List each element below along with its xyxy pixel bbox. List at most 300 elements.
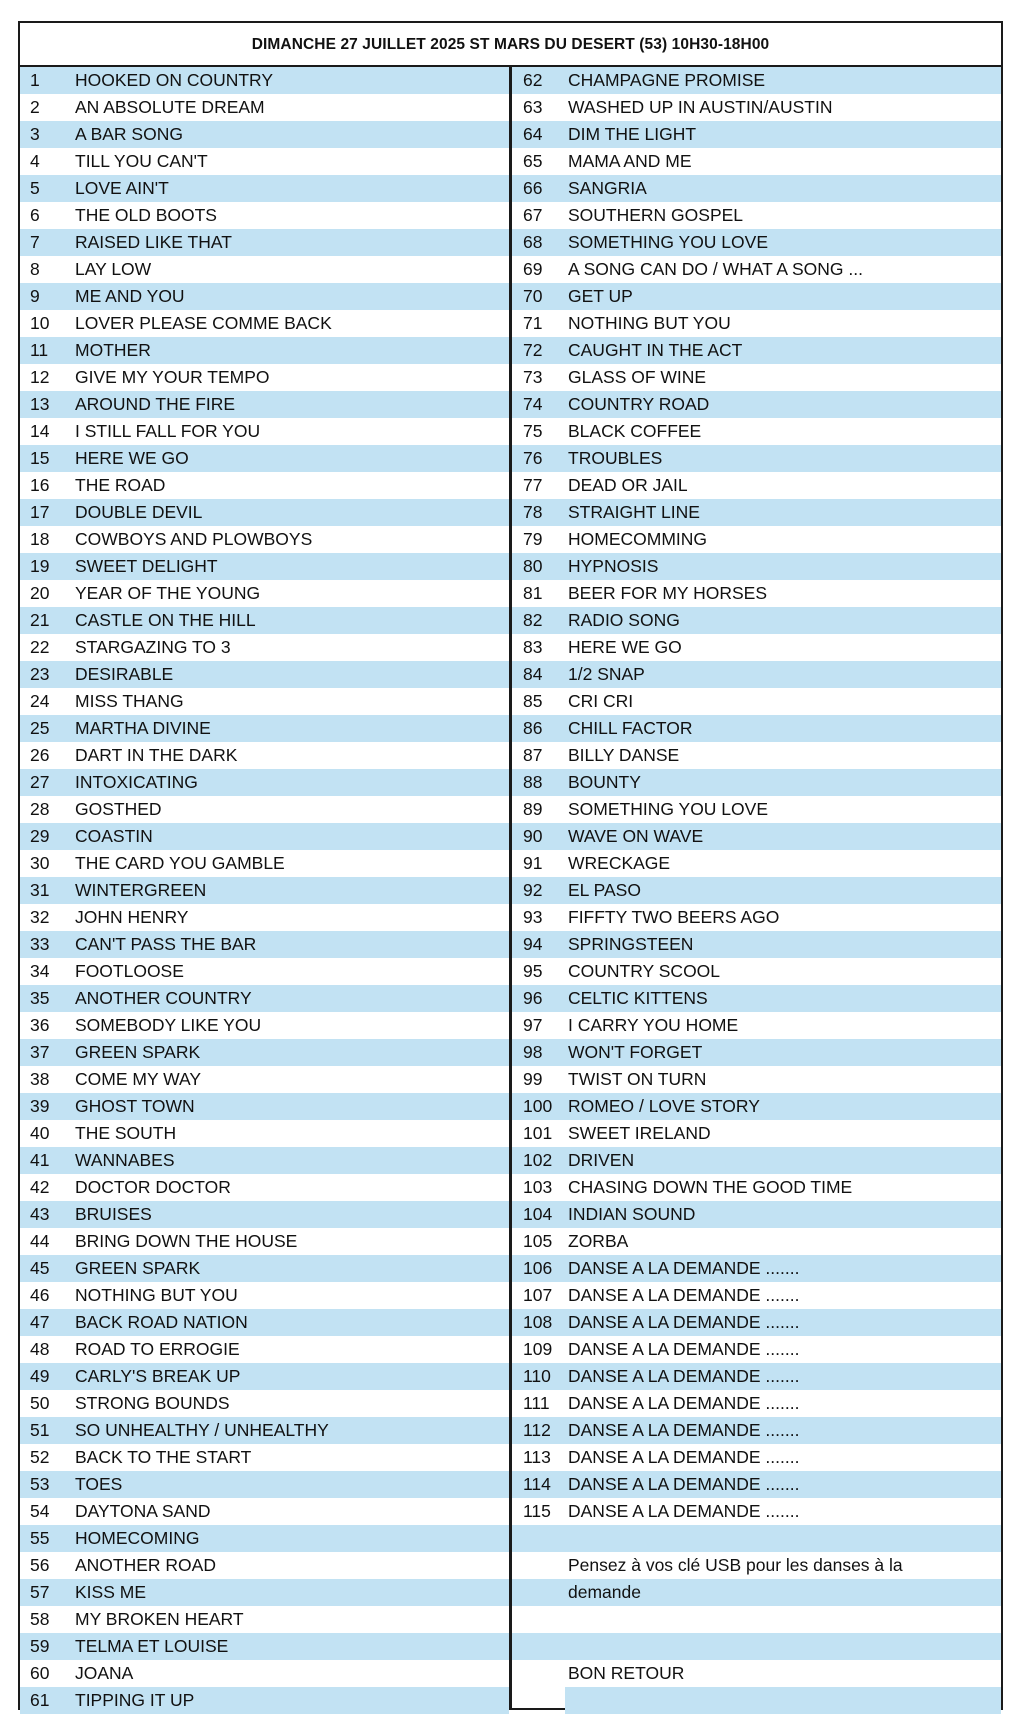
dance-row [20, 526, 509, 553]
dance-number: 16 [30, 475, 50, 495]
dance-title: DANSE A LA DEMANDE ....... [568, 1501, 800, 1521]
dance-title: LAY LOW [75, 259, 152, 279]
dance-number: 87 [523, 745, 543, 765]
dance-number: 109 [523, 1339, 553, 1359]
dance-number: 101 [523, 1123, 553, 1143]
dance-row [512, 1498, 1001, 1525]
dance-title: WRECKAGE [568, 853, 671, 873]
dance-row [512, 823, 1001, 850]
dance-row [20, 1255, 509, 1282]
dance-row [20, 1390, 509, 1417]
dance-title: WON'T FORGET [568, 1042, 703, 1062]
dance-row [512, 283, 1001, 310]
dance-title: ZORBA [568, 1231, 629, 1251]
dance-number: 40 [30, 1123, 50, 1143]
dance-title: STRAIGHT LINE [568, 502, 700, 522]
dance-number: 5 [30, 178, 40, 198]
dance-row [20, 877, 509, 904]
dance-row [20, 1093, 509, 1120]
dance-row [512, 1282, 1001, 1309]
dance-title: SANGRIA [568, 178, 647, 198]
dance-number: 73 [523, 367, 543, 387]
dance-row [512, 175, 1001, 202]
dance-row [512, 499, 1001, 526]
dance-title: TILL YOU CAN'T [75, 151, 208, 171]
dance-row [20, 1633, 509, 1660]
dance-title: DANSE A LA DEMANDE ....... [568, 1474, 800, 1494]
dance-row [512, 931, 1001, 958]
dance-row [20, 1606, 509, 1633]
dance-number: 103 [523, 1177, 553, 1197]
dance-number: 108 [523, 1312, 553, 1332]
dance-number: 72 [523, 340, 543, 360]
dance-number: 68 [523, 232, 543, 252]
dance-number: 70 [523, 286, 543, 306]
dance-row [20, 67, 509, 94]
dance-number: 100 [523, 1096, 553, 1116]
dance-row [512, 1174, 1001, 1201]
dance-number: 71 [523, 313, 543, 333]
dance-title: STARGAZING TO 3 [75, 637, 231, 657]
dance-title: GREEN SPARK [75, 1258, 201, 1278]
dance-row [512, 391, 1001, 418]
dance-row [512, 526, 1001, 553]
dance-row [512, 1066, 1001, 1093]
dance-number: 3 [30, 124, 40, 144]
dance-title: DOUBLE DEVIL [75, 502, 203, 522]
dance-number: 10 [30, 313, 50, 333]
empty-row [512, 1525, 1001, 1552]
dance-row [20, 1201, 509, 1228]
dance-number: 21 [30, 610, 50, 630]
dance-title: GHOST TOWN [75, 1096, 195, 1116]
dance-title: SWEET DELIGHT [75, 556, 218, 576]
dance-title: DANSE A LA DEMANDE ....... [568, 1447, 800, 1467]
dance-row [512, 364, 1001, 391]
dance-number: 98 [523, 1042, 543, 1062]
dance-row [20, 553, 509, 580]
dance-title: GREEN SPARK [75, 1042, 201, 1062]
dance-number: 26 [30, 745, 50, 765]
dance-number: 45 [30, 1258, 50, 1278]
dance-title: SOMETHING YOU LOVE [568, 232, 768, 252]
dance-title: STRONG BOUNDS [75, 1393, 230, 1413]
dance-title: RAISED LIKE THAT [75, 232, 232, 252]
dance-row [20, 1579, 509, 1606]
dance-number: 50 [30, 1393, 50, 1413]
dance-row [20, 445, 509, 472]
dance-number: 99 [523, 1069, 543, 1089]
dance-row [512, 1147, 1001, 1174]
dance-title: HOMECOMMING [568, 529, 708, 549]
dance-title: HYPNOSIS [568, 556, 659, 576]
dance-title: SWEET IRELAND [568, 1123, 711, 1143]
dance-row [20, 1444, 509, 1471]
dance-title: KISS ME [75, 1582, 146, 1602]
dance-title: COWBOYS AND PLOWBOYS [75, 529, 313, 549]
dance-row [512, 229, 1001, 256]
dance-number: 12 [30, 367, 50, 387]
dance-number: 30 [30, 853, 50, 873]
dance-row [512, 310, 1001, 337]
dance-row [20, 391, 509, 418]
dance-row [512, 418, 1001, 445]
dance-title: SO UNHEALTHY / UNHEALTHY [75, 1420, 329, 1440]
dance-title: TROUBLES [568, 448, 663, 468]
dance-title: DANSE A LA DEMANDE ....... [568, 1420, 800, 1440]
dance-number: 37 [30, 1042, 50, 1062]
dance-title: TELMA ET LOUISE [75, 1636, 229, 1656]
dance-number: 33 [30, 934, 50, 954]
usb-note-row [512, 1579, 1001, 1606]
dance-title: GLASS OF WINE [568, 367, 707, 387]
dance-row [512, 958, 1001, 985]
dance-number: 4 [30, 151, 40, 171]
dance-title: DANSE A LA DEMANDE ....... [568, 1339, 800, 1359]
dance-title: NOTHING BUT YOU [568, 313, 731, 333]
dance-title: NOTHING BUT YOU [75, 1285, 238, 1305]
dance-number: 47 [30, 1312, 50, 1332]
dance-number: 1 [30, 70, 40, 90]
dance-number: 66 [523, 178, 543, 198]
dance-row [512, 148, 1001, 175]
dance-row [20, 607, 509, 634]
dance-row [20, 634, 509, 661]
dance-title: CHAMPAGNE PROMISE [568, 70, 766, 90]
dance-row [20, 715, 509, 742]
dance-title: MISS THANG [75, 691, 184, 711]
dance-row [512, 256, 1001, 283]
dance-number: 35 [30, 988, 50, 1008]
dance-row [20, 364, 509, 391]
dance-row [512, 985, 1001, 1012]
dance-number: 76 [523, 448, 543, 468]
dance-number: 2 [30, 97, 40, 117]
dance-number: 56 [30, 1555, 50, 1575]
dance-row [512, 472, 1001, 499]
dance-row [20, 337, 509, 364]
dance-title: I CARRY YOU HOME [568, 1015, 739, 1035]
dance-row [20, 229, 509, 256]
dance-title: AN ABSOLUTE DREAM [75, 97, 265, 117]
dance-row [20, 850, 509, 877]
dance-title: DANSE A LA DEMANDE ....... [568, 1285, 800, 1305]
right-column [512, 67, 1001, 1708]
dance-list-sheet [18, 21, 1003, 1710]
dance-title: DEAD OR JAIL [568, 475, 688, 495]
dance-title: I STILL FALL FOR YOU [75, 421, 261, 441]
dance-number: 115 [523, 1501, 551, 1521]
dance-row [512, 67, 1001, 94]
dance-number: 54 [30, 1501, 50, 1521]
dance-row [20, 823, 509, 850]
shaded-cell [565, 1687, 1001, 1714]
dance-title: BACK TO THE START [75, 1447, 252, 1467]
dance-number: 96 [523, 988, 543, 1008]
dance-title: DOCTOR DOCTOR [75, 1177, 231, 1197]
dance-number: 110 [523, 1366, 551, 1386]
dance-row [512, 1093, 1001, 1120]
dance-title: DART IN THE DARK [75, 745, 238, 765]
dance-row [20, 769, 509, 796]
dance-number: 19 [30, 556, 50, 576]
dance-number: 113 [523, 1447, 551, 1467]
last-row [512, 1687, 1001, 1714]
dance-number: 57 [30, 1582, 50, 1602]
dance-row [20, 688, 509, 715]
dance-row [20, 499, 509, 526]
dance-title: SOMETHING YOU LOVE [568, 799, 768, 819]
dance-row [512, 337, 1001, 364]
dance-number: 25 [30, 718, 50, 738]
dance-number: 90 [523, 826, 543, 846]
dance-title: JOHN HENRY [75, 907, 189, 927]
dance-row [512, 580, 1001, 607]
dance-title: CAUGHT IN THE ACT [568, 340, 743, 360]
dance-number: 88 [523, 772, 543, 792]
dance-title: TWIST ON TURN [568, 1069, 707, 1089]
dance-title: JOANA [75, 1663, 134, 1683]
dance-number: 81 [523, 583, 543, 603]
dance-number: 67 [523, 205, 543, 225]
dance-title: BRING DOWN THE HOUSE [75, 1231, 298, 1251]
dance-row [512, 94, 1001, 121]
page-title: DIMANCHE 27 JUILLET 2025 ST MARS DU DESERT (53) 10H30-18H00 [20, 23, 1001, 67]
dance-title: COUNTRY SCOOL [568, 961, 721, 981]
dance-row [20, 1309, 509, 1336]
dance-columns [20, 67, 1001, 1708]
farewell-text: BON RETOUR [568, 1663, 685, 1683]
dance-number: 51 [30, 1420, 50, 1440]
dance-title: WANNABES [75, 1150, 175, 1170]
dance-number: 24 [30, 691, 50, 711]
dance-number: 85 [523, 691, 543, 711]
dance-number: 14 [30, 421, 50, 441]
dance-title: INDIAN SOUND [568, 1204, 696, 1224]
dance-row [20, 661, 509, 688]
dance-row [20, 985, 509, 1012]
dance-row [512, 1471, 1001, 1498]
dance-title: DAYTONA SAND [75, 1501, 211, 1521]
dance-title: BLACK COFFEE [568, 421, 702, 441]
dance-title: INTOXICATING [75, 772, 198, 792]
dance-row [512, 661, 1001, 688]
empty-row [512, 1633, 1001, 1660]
dance-number: 44 [30, 1231, 50, 1251]
dance-number: 18 [30, 529, 50, 549]
dance-title: HOOKED ON COUNTRY [75, 70, 274, 90]
dance-title: THE ROAD [75, 475, 166, 495]
dance-title: FOOTLOOSE [75, 961, 184, 981]
dance-row [512, 1336, 1001, 1363]
dance-number: 22 [30, 637, 50, 657]
dance-row [20, 1525, 509, 1552]
dance-number: 31 [30, 880, 50, 900]
dance-number: 48 [30, 1339, 50, 1359]
dance-number: 41 [30, 1150, 50, 1170]
dance-title: THE CARD YOU GAMBLE [75, 853, 285, 873]
dance-row [20, 796, 509, 823]
dance-row [20, 202, 509, 229]
dance-title: RADIO SONG [568, 610, 680, 630]
dance-title: CHILL FACTOR [568, 718, 693, 738]
dance-number: 107 [523, 1285, 553, 1305]
dance-row [512, 1012, 1001, 1039]
dance-number: 20 [30, 583, 50, 603]
dance-row [20, 175, 509, 202]
dance-number: 34 [30, 961, 50, 981]
dance-row [20, 958, 509, 985]
dance-row [20, 1660, 509, 1687]
dance-title: CRI CRI [568, 691, 634, 711]
dance-row [20, 283, 509, 310]
dance-title: BRUISES [75, 1204, 152, 1224]
dance-number: 89 [523, 799, 543, 819]
dance-number: 82 [523, 610, 543, 630]
dance-title: GOSTHED [75, 799, 162, 819]
dance-row [20, 1120, 509, 1147]
dance-title: YEAR OF THE YOUNG [75, 583, 261, 603]
dance-row [512, 1417, 1001, 1444]
dance-number: 13 [30, 394, 50, 414]
dance-row [512, 634, 1001, 661]
dance-title: LOVE AIN'T [75, 178, 169, 198]
dance-number: 64 [523, 124, 543, 144]
dance-title: A BAR SONG [75, 124, 183, 144]
dance-title: MY BROKEN HEART [75, 1609, 244, 1629]
dance-row [512, 1390, 1001, 1417]
dance-number: 63 [523, 97, 543, 117]
dance-number: 60 [30, 1663, 50, 1683]
dance-row [512, 202, 1001, 229]
dance-row [512, 1255, 1001, 1282]
dance-title: MARTHA DIVINE [75, 718, 211, 738]
usb-note-row [512, 1552, 1001, 1579]
dance-number: 46 [30, 1285, 50, 1305]
dance-row [20, 418, 509, 445]
dance-row [20, 256, 509, 283]
dance-title: HERE WE GO [75, 448, 189, 468]
dance-row [512, 445, 1001, 472]
dance-number: 111 [523, 1393, 550, 1413]
dance-number: 43 [30, 1204, 50, 1224]
dance-title: DANSE A LA DEMANDE ....... [568, 1312, 800, 1332]
dance-title: THE OLD BOOTS [75, 205, 217, 225]
dance-row [20, 1066, 509, 1093]
dance-row [512, 742, 1001, 769]
dance-row [20, 1471, 509, 1498]
dance-number: 49 [30, 1366, 50, 1386]
usb-note-line-1: Pensez à vos clé USB pour les danses à la [568, 1555, 903, 1575]
empty-row [512, 1606, 1001, 1633]
dance-row [512, 796, 1001, 823]
dance-number: 86 [523, 718, 543, 738]
dance-title: 1/2 SNAP [568, 664, 645, 684]
dance-number: 94 [523, 934, 543, 954]
dance-row [512, 877, 1001, 904]
dance-row [20, 742, 509, 769]
dance-title: WASHED UP IN AUSTIN/AUSTIN [568, 97, 833, 117]
dance-title: ROMEO / LOVE STORY [568, 1096, 760, 1116]
dance-title: CAN'T PASS THE BAR [75, 934, 257, 954]
dance-title: GET UP [568, 286, 633, 306]
dance-number: 7 [30, 232, 40, 252]
dance-number: 83 [523, 637, 543, 657]
dance-title: CHASING DOWN THE GOOD TIME [568, 1177, 853, 1197]
dance-row [20, 1147, 509, 1174]
dance-title: TOES [75, 1474, 123, 1494]
dance-number: 65 [523, 151, 543, 171]
dance-title: THE SOUTH [75, 1123, 177, 1143]
dance-row [512, 553, 1001, 580]
dance-title: ROAD TO ERROGIE [75, 1339, 240, 1359]
dance-number: 27 [30, 772, 50, 792]
dance-row [20, 1498, 509, 1525]
dance-row [512, 904, 1001, 931]
dance-number: 105 [523, 1231, 553, 1251]
dance-title: WINTERGREEN [75, 880, 207, 900]
dance-title: SOUTHERN GOSPEL [568, 205, 744, 225]
dance-number: 11 [30, 340, 49, 360]
dance-title: HERE WE GO [568, 637, 682, 657]
dance-number: 53 [30, 1474, 50, 1494]
dance-number: 84 [523, 664, 543, 684]
dance-row [512, 1201, 1001, 1228]
dance-number: 29 [30, 826, 50, 846]
dance-number: 32 [30, 907, 50, 927]
dance-number: 69 [523, 259, 543, 279]
dance-row [20, 1228, 509, 1255]
dance-row [512, 769, 1001, 796]
dance-number: 93 [523, 907, 543, 927]
dance-number: 55 [30, 1528, 50, 1548]
dance-row [20, 121, 509, 148]
dance-number: 78 [523, 502, 543, 522]
dance-title: BILLY DANSE [568, 745, 680, 765]
dance-number: 114 [523, 1474, 551, 1494]
dance-title: DRIVEN [568, 1150, 635, 1170]
dance-row [512, 1363, 1001, 1390]
dance-row [512, 1228, 1001, 1255]
farewell-row [512, 1660, 1001, 1687]
dance-number: 92 [523, 880, 543, 900]
dance-number: 17 [30, 502, 50, 522]
dance-row [20, 1687, 509, 1714]
dance-title: ME AND YOU [75, 286, 185, 306]
dance-row [512, 715, 1001, 742]
dance-row [512, 850, 1001, 877]
dance-number: 8 [30, 259, 40, 279]
dance-row [512, 1444, 1001, 1471]
dance-title: LOVER PLEASE COMME BACK [75, 313, 332, 333]
dance-number: 112 [523, 1420, 551, 1440]
dance-title: COUNTRY ROAD [568, 394, 710, 414]
dance-number: 75 [523, 421, 543, 441]
dance-row [512, 1309, 1001, 1336]
dance-title: CELTIC KITTENS [568, 988, 708, 1008]
dance-row [20, 1039, 509, 1066]
dance-number: 74 [523, 394, 543, 414]
dance-title: BEER FOR MY HORSES [568, 583, 768, 603]
dance-title: ANOTHER ROAD [75, 1555, 216, 1575]
dance-number: 80 [523, 556, 543, 576]
dance-title: CASTLE ON THE HILL [75, 610, 256, 630]
dance-row [512, 688, 1001, 715]
dance-number: 61 [30, 1690, 50, 1710]
dance-number: 36 [30, 1015, 50, 1035]
dance-row [512, 1039, 1001, 1066]
dance-number: 58 [30, 1609, 50, 1629]
